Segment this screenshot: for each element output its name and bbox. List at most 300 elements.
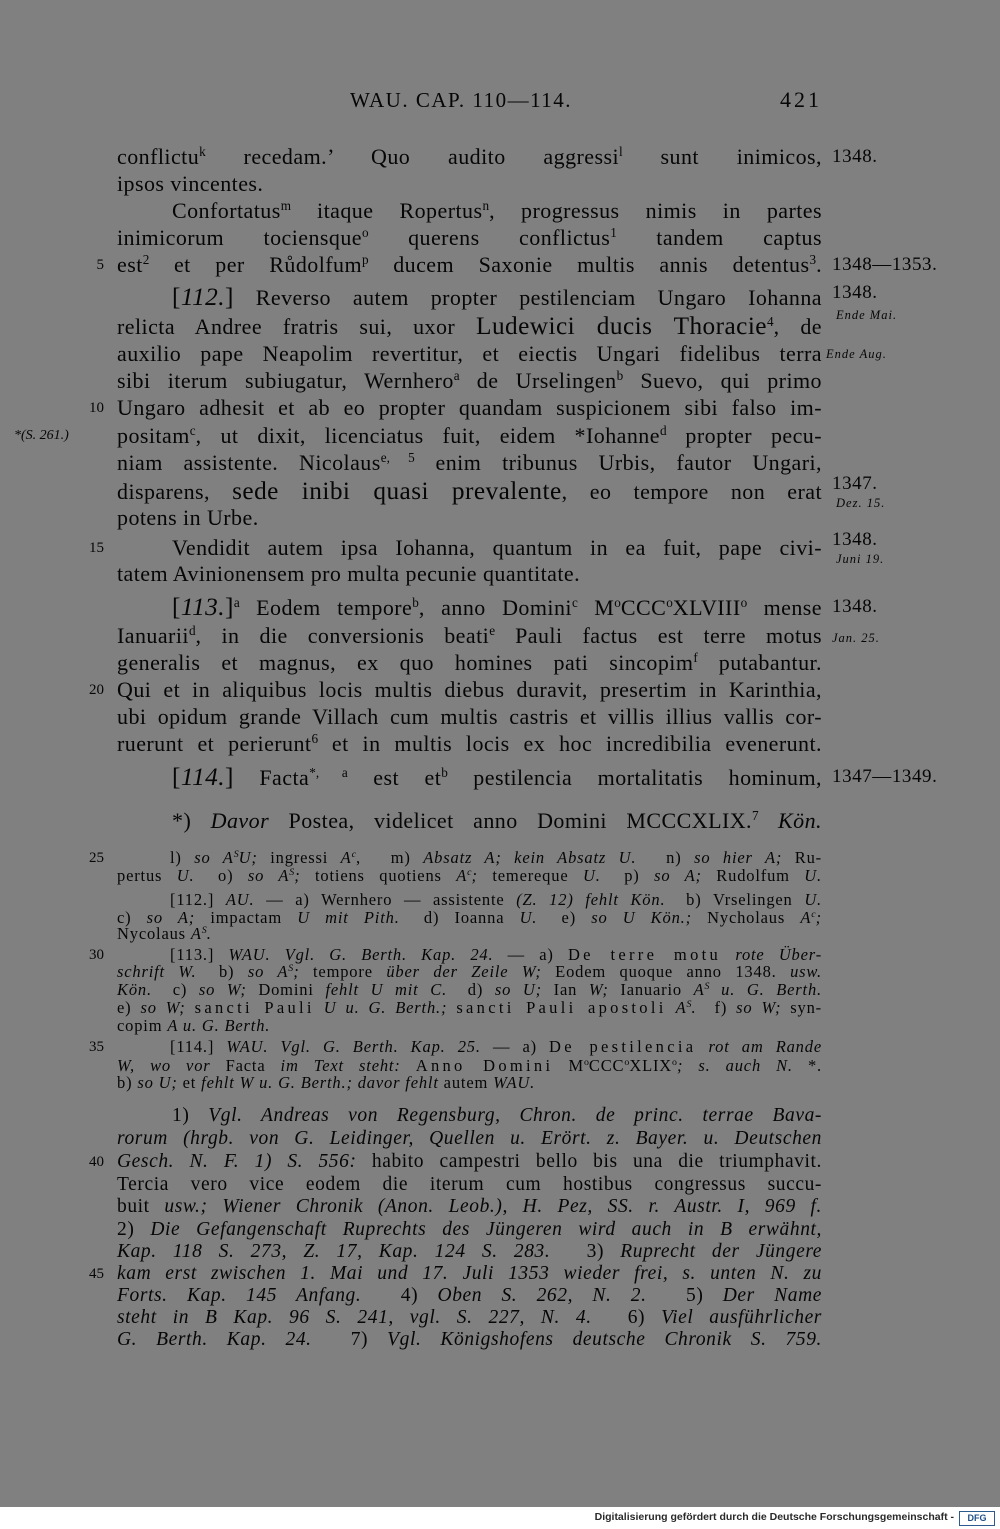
spaced-text: De terre motu bbox=[567, 945, 722, 964]
italic-text: (Z. 12) fehlt Kön. bbox=[516, 890, 666, 909]
line-number: 40 bbox=[89, 1154, 104, 1170]
italic-text: Die Gefangenschaft Ruprechts des Jüngeren wird auch in B erwähnt, bbox=[150, 1219, 822, 1240]
text-segment: d) Ioanna bbox=[399, 908, 520, 927]
text-segment: est et bbox=[347, 765, 442, 790]
text-segment: CCC bbox=[588, 1056, 625, 1075]
superscript-mark: b bbox=[616, 368, 624, 384]
italic-text: fehlt U mit C. bbox=[325, 980, 448, 999]
superscript-mark: S bbox=[686, 999, 692, 1011]
superscript-mark: o bbox=[614, 595, 621, 611]
text-segment: CCC bbox=[620, 595, 667, 620]
margin-date-detail: Juni 19. bbox=[836, 552, 885, 566]
text-segment bbox=[667, 998, 676, 1017]
text-segment: o) bbox=[194, 866, 248, 885]
main-text-line: tatem Avinionensem pro multa pecunie quantitate. bbox=[117, 561, 581, 586]
margin-date: 1348—1353. bbox=[832, 254, 938, 275]
italic-text: A u. G. Berth. bbox=[167, 1016, 271, 1035]
text-segment: enim tribunus Urbis, fautor Ungari, bbox=[414, 450, 823, 475]
italic-text: ; bbox=[815, 908, 822, 927]
text-segment: 6) bbox=[591, 1307, 662, 1328]
note-line: Tercia vero vice eodem die iterum cum hostibus congressus succu- bbox=[117, 1174, 822, 1195]
text-segment: , progressus nimis in partes bbox=[489, 198, 823, 223]
text-segment: p) bbox=[600, 866, 655, 885]
main-text-line bbox=[172, 594, 822, 620]
line-number: 45 bbox=[89, 1266, 104, 1282]
superscript-mark: b bbox=[412, 595, 419, 611]
apparatus-line bbox=[117, 981, 822, 999]
italic-text: u. G. Berth. bbox=[709, 980, 822, 999]
note-line bbox=[117, 1219, 822, 1241]
text-segment: habito campestri bello bis una die triumphavit. bbox=[356, 1151, 822, 1172]
text-segment: Confortatus bbox=[172, 198, 281, 223]
italic-text: WAU. bbox=[493, 1073, 536, 1092]
note-line bbox=[117, 1128, 822, 1150]
superscript-mark: 6 bbox=[311, 731, 319, 747]
superscript-mark: 2 bbox=[142, 252, 150, 268]
text-segment: 4) bbox=[361, 1285, 438, 1306]
text-segment: Ian bbox=[541, 980, 589, 999]
main-text-line bbox=[117, 252, 822, 278]
text-segment: , in die conversionis beati bbox=[195, 623, 490, 648]
main-text-line bbox=[117, 650, 822, 676]
text-segment bbox=[186, 998, 195, 1017]
apparatus-line bbox=[117, 1017, 822, 1035]
text-segment: Ianuario bbox=[608, 980, 694, 999]
text-segment: itaque Ropertus bbox=[290, 198, 483, 223]
text-segment: — a) bbox=[493, 945, 568, 964]
text-segment: et bbox=[177, 1073, 202, 1092]
text-segment: [114.] bbox=[170, 1037, 227, 1056]
italic-text: WAU. Vgl. G. Berth. Kap. 25. bbox=[226, 1037, 481, 1056]
text-segment: est bbox=[117, 252, 143, 277]
margin-date-detail: Ende Aug. bbox=[826, 347, 887, 361]
text-segment: Nycolaus bbox=[117, 924, 191, 943]
text-segment: temereque bbox=[477, 866, 583, 885]
note-line bbox=[172, 1105, 822, 1127]
margin-date: 1347. bbox=[832, 473, 878, 494]
superscript-mark: o bbox=[672, 1057, 677, 1069]
line-number: 15 bbox=[89, 540, 104, 556]
text-segment: XLIX bbox=[629, 1056, 673, 1075]
text-segment: Facta bbox=[210, 1056, 281, 1075]
apparatus-line bbox=[117, 1074, 822, 1092]
emphasized-text: Ludewici ducis Thoracie bbox=[476, 312, 767, 340]
text-segment: e) bbox=[537, 908, 592, 927]
apparatus-line bbox=[117, 963, 822, 981]
running-title: WAU. CAP. 110—114. bbox=[350, 88, 573, 112]
text-segment: totiens quotiens bbox=[300, 866, 457, 885]
italic-text: Kön. bbox=[778, 808, 822, 833]
text-segment: pertus bbox=[117, 866, 177, 885]
spaced-text: De pestilencia bbox=[549, 1037, 697, 1056]
italic-text: . bbox=[206, 924, 212, 943]
main-text-line bbox=[172, 284, 822, 310]
italic-text: über der Zeile W; bbox=[386, 962, 542, 981]
italic-text: ; bbox=[294, 866, 301, 885]
text-segment: Suevo, qui primo bbox=[623, 368, 822, 393]
text-segment: Nycholaus bbox=[691, 908, 801, 927]
text-segment: relicta Andree fratris sui, uxor bbox=[117, 314, 477, 339]
text-segment: Rudolfum bbox=[701, 866, 805, 885]
main-text-line bbox=[117, 478, 822, 504]
main-text-line bbox=[117, 450, 822, 476]
superscript-mark: m bbox=[280, 198, 291, 214]
text-segment: *. bbox=[792, 1056, 822, 1075]
superscript-mark: l bbox=[619, 144, 623, 160]
text-segment: e) bbox=[117, 998, 141, 1017]
superscript-mark: a bbox=[453, 368, 460, 384]
text-segment: ducem Saxonie multis annis detentus bbox=[368, 252, 810, 277]
italic-text: Kap. 118 S. 273, Z. 17, Kap. 124 S. 283. bbox=[117, 1241, 551, 1262]
text-segment: Domini bbox=[246, 980, 326, 999]
superscript-mark: e bbox=[489, 623, 496, 639]
superscript-mark: o bbox=[583, 1057, 589, 1069]
text-segment: . bbox=[816, 252, 823, 277]
main-text-line: Vendidit autem ipsa Iohanna, quantum in ea fuit, pape civi- bbox=[172, 535, 822, 560]
main-text-line bbox=[117, 623, 822, 649]
italic-text: so U; bbox=[494, 980, 542, 999]
italic-text: so A; bbox=[146, 908, 196, 927]
emphasized-text: [ bbox=[172, 763, 181, 791]
superscript-mark: o bbox=[740, 595, 748, 611]
main-text-line: ipsos vincentes. bbox=[117, 171, 264, 196]
main-text-line bbox=[117, 368, 822, 394]
text-segment: Ianuarii bbox=[117, 623, 189, 648]
text-segment: M bbox=[577, 595, 615, 620]
italic-text: so hier A; bbox=[694, 848, 783, 867]
superscript-mark: d bbox=[188, 623, 196, 639]
italic-text: U. bbox=[519, 908, 538, 927]
apparatus-line bbox=[117, 999, 822, 1017]
text-segment: autem bbox=[438, 1073, 494, 1092]
text-segment: recedam.’ Quo audito aggressi bbox=[205, 144, 620, 169]
text-segment: inimicorum tociensque bbox=[117, 225, 363, 250]
footer-bar bbox=[0, 1507, 1000, 1529]
apparatus-line bbox=[117, 925, 822, 943]
text-segment bbox=[759, 808, 778, 833]
margin-date: 1348. bbox=[832, 529, 878, 550]
italic-text: so U; bbox=[137, 1073, 178, 1092]
italic-text: Vgl. Andreas von Regensburg, Chron. de princ. terrae Bava- bbox=[208, 1105, 822, 1126]
main-text-line bbox=[117, 144, 822, 170]
text-segment: disparens, bbox=[117, 479, 233, 504]
text-segment: syn- bbox=[781, 998, 822, 1017]
note-line bbox=[117, 1307, 822, 1329]
italic-text: WAU. Vgl. G. Berth. Kap. 24. bbox=[228, 945, 494, 964]
superscript-mark: S bbox=[233, 849, 239, 861]
italic-text: usw.; Wiener Chronik (Anon. Leob.), H. Pez, SS. r. Austr. I, 969 f. bbox=[164, 1196, 822, 1217]
text-segment: , m) bbox=[355, 848, 424, 867]
emphasized-text: ] bbox=[225, 593, 234, 621]
superscript-mark: 4 bbox=[766, 314, 774, 330]
text-segment: 1) bbox=[172, 1105, 209, 1126]
italic-text: schrift W. bbox=[117, 962, 197, 981]
text-segment: c) bbox=[117, 908, 147, 927]
superscript-mark: d bbox=[659, 423, 667, 439]
footer-credit: Digitalisierung gefördert durch die Deutsche Forschungsgemeinschaft - bbox=[594, 1511, 954, 1523]
note-line bbox=[117, 1263, 822, 1285]
italic-text: A bbox=[190, 924, 202, 943]
superscript-mark: c bbox=[351, 849, 356, 861]
italic-text: rote Über- bbox=[735, 945, 823, 964]
italic-text: U mit Pith. bbox=[297, 908, 400, 927]
superscript-mark: p bbox=[362, 252, 369, 268]
italic-text: A bbox=[693, 980, 705, 999]
superscript-mark: 7 bbox=[752, 808, 759, 824]
italic-text: ; s. auch N. bbox=[676, 1056, 793, 1075]
main-text-line: Qui et in aliquibus locis multis diebus duravit, presertim in Karinthia, bbox=[117, 677, 822, 702]
text-segment: buit bbox=[117, 1196, 165, 1217]
text-segment: M bbox=[553, 1056, 584, 1075]
italic-text: Forts. Kap. 145 Anfang. bbox=[117, 1285, 362, 1306]
text-segment: positam bbox=[117, 423, 190, 448]
text-segment: 5) bbox=[646, 1285, 723, 1306]
text-segment: sibi iterum subiugatur, Wernhero bbox=[117, 368, 454, 393]
margin-date: 1347—1349. bbox=[832, 766, 938, 787]
italic-text: so A bbox=[194, 848, 234, 867]
text-segment: pestilencia mortalitatis hominum, bbox=[447, 765, 822, 790]
superscript-mark: *, a bbox=[309, 765, 348, 781]
line-number: 30 bbox=[89, 947, 104, 963]
italic-text: U. bbox=[804, 890, 823, 909]
italic-text: so W; bbox=[140, 998, 186, 1017]
text-segment: *) bbox=[172, 808, 211, 833]
italic-text: im Text steht: bbox=[280, 1056, 401, 1075]
text-segment: l) bbox=[170, 848, 195, 867]
italic-text: U. bbox=[804, 866, 822, 885]
star-footnote bbox=[172, 808, 822, 834]
italic-text: Gesch. N. F. 1) S. 556: bbox=[117, 1151, 357, 1172]
text-segment: c) bbox=[151, 980, 199, 999]
italic-text: Vgl. Königshofens deutsche Chronik S. 759. bbox=[387, 1329, 822, 1350]
italic-text: rorum (hrgb. von G. Leidinger, Quellen u. Erört. z. Bayer. u. Deutschen bbox=[117, 1128, 822, 1149]
note-line bbox=[117, 1329, 822, 1351]
italic-text: rot am Rande bbox=[708, 1037, 822, 1056]
text-segment: 7) bbox=[311, 1329, 388, 1350]
italic-text: U; bbox=[238, 848, 258, 867]
text-segment: putabantur. bbox=[697, 650, 822, 675]
superscript-mark: S bbox=[704, 981, 710, 993]
text-segment: Facta bbox=[233, 765, 310, 790]
text-segment: b) Vrselingen bbox=[665, 890, 805, 909]
text-segment: XLVIII bbox=[672, 595, 741, 620]
superscript-mark: f bbox=[693, 650, 698, 666]
emphasized-text: [ bbox=[172, 593, 181, 621]
italic-text: U u. G. Berth.; bbox=[323, 998, 448, 1017]
superscript-mark: n bbox=[482, 198, 490, 214]
italic-text: G. Berth. Kap. 24. bbox=[117, 1329, 312, 1350]
text-segment bbox=[447, 998, 456, 1017]
superscript-mark: a bbox=[233, 595, 240, 611]
italic-text: Der Name bbox=[722, 1285, 823, 1306]
text-segment: 2) bbox=[117, 1219, 151, 1240]
note-line bbox=[117, 1241, 822, 1263]
italic-text: Oben S. 262, N. 2. bbox=[437, 1285, 647, 1306]
italic-text: usw. bbox=[790, 962, 822, 981]
line-number: 20 bbox=[89, 682, 104, 698]
emphasized-text: ] bbox=[225, 763, 234, 791]
emphasized-text: ] bbox=[225, 283, 234, 311]
emphasized-text: 112. bbox=[180, 283, 226, 311]
superscript-mark: o bbox=[624, 1057, 630, 1069]
text-segment: b) bbox=[117, 1073, 138, 1092]
superscript-mark: b bbox=[441, 765, 448, 781]
superscript-mark: S bbox=[289, 867, 295, 879]
text-segment: sunt inimicos, bbox=[622, 144, 822, 169]
italic-text: Kön. bbox=[117, 980, 152, 999]
text-segment bbox=[696, 1037, 708, 1056]
text-segment: generalis et magnus, ex quo homines pati sincopim bbox=[117, 650, 694, 675]
italic-text: ; bbox=[471, 866, 478, 885]
italic-text: . bbox=[691, 998, 697, 1017]
italic-text: Viel ausführlicher bbox=[661, 1307, 822, 1328]
emphasized-text: 113. bbox=[180, 593, 226, 621]
spaced-text: Anno Domini bbox=[415, 1056, 554, 1075]
italic-text: ; bbox=[293, 962, 300, 981]
italic-text: so A bbox=[247, 962, 289, 981]
text-segment: Postea, videlicet anno Domini MCCCXLIX. bbox=[269, 808, 752, 833]
text-segment: mense bbox=[747, 595, 823, 620]
superscript-mark: S bbox=[288, 963, 294, 975]
italic-text: W, wo vor bbox=[117, 1056, 211, 1075]
apparatus-line bbox=[117, 867, 822, 885]
text-segment: d) bbox=[447, 980, 495, 999]
line-number: 25 bbox=[89, 850, 104, 866]
italic-text: U. bbox=[582, 866, 601, 885]
main-text-line: Ungaro adhesit et ab eo propter quandam suspicionem sibi falso im- bbox=[117, 395, 822, 420]
text-segment: ruerunt et perierunt bbox=[117, 731, 312, 756]
text-segment: , de bbox=[773, 314, 823, 339]
italic-text: A bbox=[340, 848, 352, 867]
main-text-line bbox=[117, 731, 822, 757]
text-segment: n) bbox=[636, 848, 695, 867]
margin-date-detail: Jan. 25. bbox=[832, 631, 880, 645]
italic-text: A bbox=[456, 866, 468, 885]
text-segment: querens conflictus bbox=[368, 225, 611, 250]
line-number: 10 bbox=[89, 400, 104, 416]
text-segment: Reverso autem propter pestilenciam Ungaro Iohanna bbox=[233, 285, 822, 310]
italic-text: U. bbox=[176, 866, 195, 885]
italic-text: Ruprecht der Jüngere bbox=[620, 1241, 823, 1262]
text-segment: de Urselingen bbox=[459, 368, 617, 393]
text-segment: ingressi bbox=[257, 848, 341, 867]
margin-date-detail: Ende Mai. bbox=[836, 308, 898, 322]
italic-text: so W; bbox=[198, 980, 247, 999]
margin-date: 1348. bbox=[832, 282, 878, 303]
text-segment: impactam bbox=[195, 908, 298, 927]
text-segment: tempore bbox=[299, 962, 387, 981]
text-segment: — a) Wernhero — assistente bbox=[254, 890, 517, 909]
text-segment: Ru- bbox=[782, 848, 822, 867]
text-segment: f) bbox=[696, 998, 737, 1017]
text-segment: niam assistente. Nicolaus bbox=[117, 450, 381, 475]
text-segment: tandem captus bbox=[616, 225, 822, 250]
apparatus-line bbox=[170, 849, 822, 867]
italic-text: Absatz A; kein Absatz U. bbox=[423, 848, 637, 867]
superscript-mark: c bbox=[571, 595, 578, 611]
text-segment bbox=[315, 998, 324, 1017]
page-number: 421 bbox=[780, 87, 822, 112]
spaced-text: sancti Pauli bbox=[194, 998, 315, 1017]
italic-text: A bbox=[800, 908, 812, 927]
text-segment: , ut dixit, licenciatus fuit, eidem *Iohanne bbox=[195, 423, 660, 448]
text-segment: 3) bbox=[550, 1241, 621, 1262]
main-text-line bbox=[172, 198, 822, 224]
spaced-text: sancti Pauli apostoli bbox=[456, 998, 667, 1017]
superscript-mark: c bbox=[467, 867, 472, 879]
text-segment: propter pecu- bbox=[666, 423, 823, 448]
line-number: 35 bbox=[89, 1039, 104, 1055]
superscript-mark: c bbox=[811, 909, 816, 921]
emphasized-text: [ bbox=[172, 283, 181, 311]
superscript-mark: 1 bbox=[610, 225, 617, 241]
text-segment: [113.] bbox=[170, 945, 229, 964]
italic-text: fehlt W u. G. Berth.; davor fehlt bbox=[201, 1073, 439, 1092]
text-segment: , eo tempore non erat bbox=[561, 479, 822, 504]
main-text-line bbox=[172, 764, 822, 790]
italic-text: so A; bbox=[654, 866, 702, 885]
main-text-line: potens in Urbe. bbox=[117, 505, 259, 530]
superscript-mark: k bbox=[199, 144, 206, 160]
line-number: 5 bbox=[96, 257, 104, 273]
margin-date: 1348. bbox=[832, 596, 878, 617]
apparatus-line bbox=[170, 1038, 822, 1056]
margin-date: 1348. bbox=[832, 146, 878, 167]
main-text-line: auxilio pape Neapolim revertitur, et eiectis Ungari fidelibus terra bbox=[117, 341, 822, 366]
italic-text: Davor bbox=[210, 808, 270, 833]
apparatus-line bbox=[170, 891, 822, 909]
superscript-mark: o bbox=[666, 595, 673, 611]
emphasized-text: 114. bbox=[180, 763, 226, 791]
italic-text: so U Kön.; bbox=[591, 908, 692, 927]
text-segment: Eodem tempore bbox=[239, 595, 413, 620]
superscript-mark: S bbox=[201, 925, 207, 937]
italic-text: kam erst zwischen 1. Mai und 17. Juli 1353 wieder frei, s. unten N. zu bbox=[117, 1263, 822, 1284]
text-segment: , anno Domini bbox=[418, 595, 572, 620]
superscript-mark: e, 5 bbox=[380, 450, 415, 466]
main-text-line bbox=[117, 423, 822, 449]
main-text-line bbox=[117, 313, 822, 339]
note-line bbox=[117, 1196, 822, 1218]
dfg-logo: DFG bbox=[959, 1511, 995, 1526]
superscript-mark: o bbox=[362, 225, 369, 241]
text-segment: et per Růdolfum bbox=[149, 252, 363, 277]
emphasized-text: sede inibi quasi prevalente bbox=[232, 477, 562, 505]
page-reference: *(S. 261.) bbox=[14, 428, 69, 443]
text-segment: copim bbox=[117, 1016, 168, 1035]
note-line bbox=[117, 1285, 822, 1307]
text-segment: et in multis locis ex hoc incredibilia evenerunt. bbox=[318, 731, 822, 756]
text-segment: Pauli factus est terre motus bbox=[495, 623, 822, 648]
text-segment: [112.] bbox=[170, 890, 226, 909]
main-text-line: ubi opidum grande Villach cum multis castris et villis illius vallis cor- bbox=[117, 704, 822, 729]
text-segment: Eodem quoque anno 1348. bbox=[541, 962, 791, 981]
note-line bbox=[117, 1151, 822, 1173]
italic-text: so W; bbox=[736, 998, 782, 1017]
italic-text: so A bbox=[247, 866, 290, 885]
italic-text: W; bbox=[588, 980, 609, 999]
italic-text: steht in B Kap. 96 S. 241, vgl. S. 227, N. 4. bbox=[117, 1307, 592, 1328]
text-segment: b) bbox=[196, 962, 248, 981]
superscript-mark: 3 bbox=[809, 252, 817, 268]
margin-date-detail: Dez. 15. bbox=[836, 496, 886, 510]
superscript-mark: c bbox=[189, 423, 196, 439]
text-segment: conflictu bbox=[117, 144, 200, 169]
italic-text: AU. bbox=[225, 890, 255, 909]
italic-text: A bbox=[675, 998, 687, 1017]
main-text-line bbox=[117, 225, 822, 251]
text-segment: — a) bbox=[480, 1037, 550, 1056]
